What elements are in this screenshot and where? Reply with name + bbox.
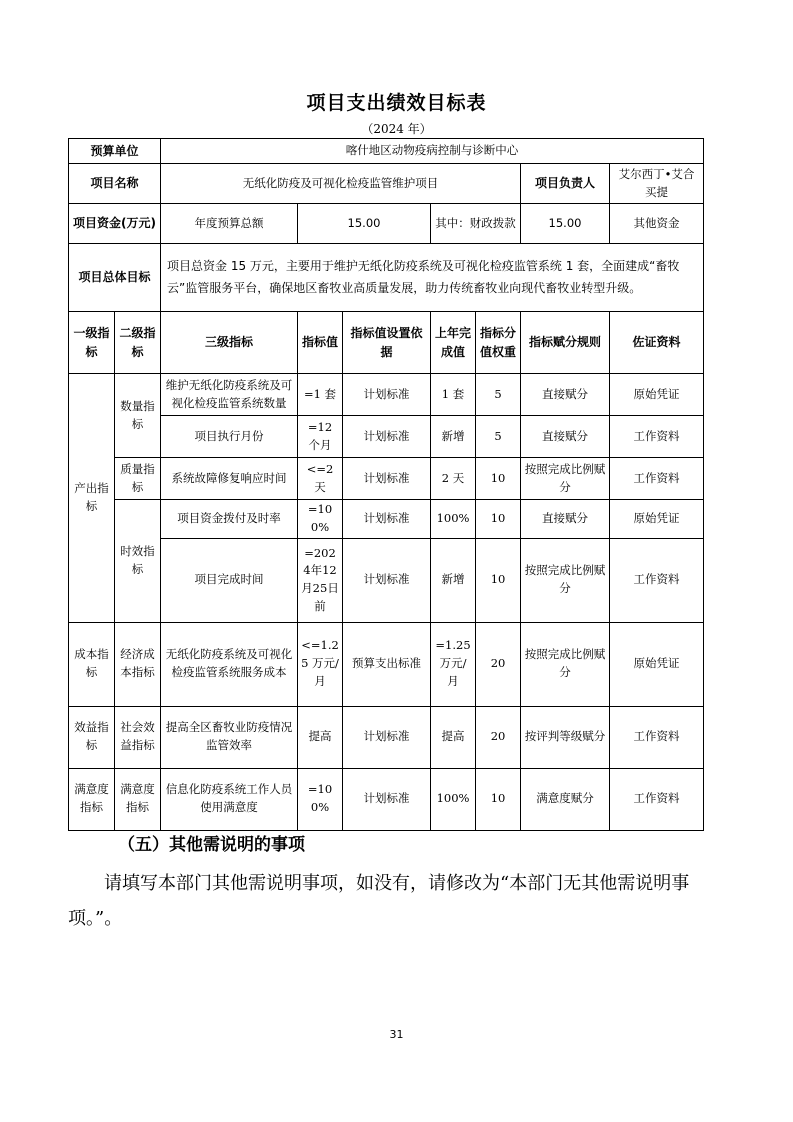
project-name-value: 无纸化防疫及可视化检疫监管维护项目: [161, 164, 521, 204]
indicator-value: 提高: [298, 706, 343, 768]
table-year: （2024 年）: [361, 122, 432, 136]
indicator-name: 信息化防疫系统工作人员使用满意度: [161, 768, 298, 830]
indicator-value: =100%: [298, 768, 343, 830]
indicator-evidence: 原始凭证: [610, 500, 704, 539]
indicator-prev: 新增: [431, 538, 476, 622]
col-header: 指标赋分规则: [521, 312, 610, 374]
funds-label: 项目资金(万元): [69, 204, 161, 244]
indicator-rule: 按照完成比例赋分: [521, 538, 610, 622]
level1-satisfaction: 满意度指标: [69, 768, 115, 830]
indicator-name: 系统故障修复响应时间: [161, 458, 298, 500]
indicator-name: 维护无纸化防疫系统及可视化检疫监管系统数量: [161, 374, 298, 416]
indicator-rule: 直接赋分: [521, 500, 610, 539]
indicator-rule: 满意度赋分: [521, 768, 610, 830]
indicator-name: 项目资金拨付及时率: [161, 500, 298, 539]
section-heading: （五）其他需说明的事项: [118, 835, 305, 855]
indicator-evidence: 工作资料: [610, 416, 704, 458]
indicator-evidence: 工作资料: [610, 538, 704, 622]
indicator-prev: 100%: [431, 500, 476, 539]
indicator-prev: =1.25 万元/月: [431, 622, 476, 706]
level1-output: 产出指标: [69, 374, 115, 623]
col-header: 佐证资料: [610, 312, 704, 374]
overall-goal-label: 项目总体目标: [69, 244, 161, 312]
project-leader-value: 艾尔西丁•艾合买提: [610, 164, 704, 204]
indicator-prev: 1 套: [431, 374, 476, 416]
indicator-weight: 10: [476, 768, 521, 830]
indicator-prev: 2 天: [431, 458, 476, 500]
indicator-name: 项目执行月份: [161, 416, 298, 458]
table-row: [69, 500, 704, 539]
table-row: [69, 374, 704, 416]
indicator-evidence: 原始凭证: [610, 622, 704, 706]
level1-cost: 成本指标: [69, 622, 115, 706]
indicator-basis: 计划标准: [343, 706, 431, 768]
indicator-rule: 直接赋分: [521, 416, 610, 458]
indicator-rule: 按照完成比例赋分: [521, 458, 610, 500]
project-leader-label: 项目负责人: [521, 164, 610, 204]
table-row: [69, 706, 704, 768]
indicator-evidence: 原始凭证: [610, 374, 704, 416]
table-row: [69, 538, 704, 622]
level2-economic-cost: 经济成本指标: [115, 622, 161, 706]
performance-table: [68, 138, 704, 831]
indicator-weight: 10: [476, 538, 521, 622]
level2-quantity: 数量指标: [115, 374, 161, 458]
indicator-value: <=1.25 万元/月: [298, 622, 343, 706]
annual-budget-value: 15.00: [298, 204, 431, 244]
col-header: 三级指标: [161, 312, 298, 374]
indicator-name: 项目完成时间: [161, 538, 298, 622]
indicator-rule: 直接赋分: [521, 374, 610, 416]
fiscal-label: 其中：财政拨款: [431, 204, 521, 244]
indicator-basis: 计划标准: [343, 374, 431, 416]
section-paragraph: 请填写本部门其他需说明事项，如没有，请修改为“本部门无其他需说明事项。”。: [68, 873, 690, 930]
indicator-basis: 计划标准: [343, 500, 431, 539]
level2-timeliness: 时效指标: [115, 500, 161, 623]
indicator-evidence: 工作资料: [610, 458, 704, 500]
indicator-rule: 按评判等级赋分: [521, 706, 610, 768]
indicator-name: 提高全区畜牧业防疫情况监管效率: [161, 706, 298, 768]
indicator-weight: 20: [476, 706, 521, 768]
indicator-value: <=2 天: [298, 458, 343, 500]
col-header: 指标值设置依据: [343, 312, 431, 374]
page-number: 31: [389, 1028, 404, 1041]
indicator-weight: 5: [476, 374, 521, 416]
budget-unit-value: 喀什地区动物疫病控制与诊断中心: [161, 139, 704, 164]
table-row: [69, 622, 704, 706]
indicator-weight: 10: [476, 458, 521, 500]
table-row: [69, 768, 704, 830]
indicator-value: =12 个月: [298, 416, 343, 458]
level2-quality: 质量指标: [115, 458, 161, 500]
page-title: 项目支出绩效目标表: [306, 92, 487, 114]
indicator-weight: 20: [476, 622, 521, 706]
table-row: [69, 416, 704, 458]
budget-unit-label: 预算单位: [69, 139, 161, 164]
overall-goal-text: 项目总资金 15 万元，主要用于维护无纸化防疫系统及可视化检疫监管系统 1 套，全面建成“畜牧云”监管服务平台，确保地区畜牧业高质量发展，助力传统畜牧业向现代畜牧业转型升级。: [161, 244, 704, 312]
level2-satisfaction: 满意度指标: [115, 768, 161, 830]
indicator-basis: 预算支出标准: [343, 622, 431, 706]
project-name-label: 项目名称: [69, 164, 161, 204]
level1-benefit: 效益指标: [69, 706, 115, 768]
indicator-basis: 计划标准: [343, 538, 431, 622]
fiscal-value: 15.00: [521, 204, 610, 244]
indicator-weight: 5: [476, 416, 521, 458]
indicator-weight: 10: [476, 500, 521, 539]
indicator-prev: 新增: [431, 416, 476, 458]
indicator-prev: 提高: [431, 706, 476, 768]
indicator-value: =2024年12月25日前: [298, 538, 343, 622]
indicator-name: 无纸化防疫系统及可视化检疫监管系统服务成本: [161, 622, 298, 706]
col-header: 二级指标: [115, 312, 161, 374]
indicator-evidence: 工作资料: [610, 768, 704, 830]
level2-social-benefit: 社会效益指标: [115, 706, 161, 768]
indicator-rule: 按照完成比例赋分: [521, 622, 610, 706]
annual-budget-label: 年度预算总额: [161, 204, 298, 244]
indicator-basis: 计划标准: [343, 458, 431, 500]
col-header: 一级指标: [69, 312, 115, 374]
indicator-basis: 计划标准: [343, 768, 431, 830]
col-header: 上年完成值: [431, 312, 476, 374]
indicator-prev: 100%: [431, 768, 476, 830]
table-row: [69, 458, 704, 500]
indicator-value: =1 套: [298, 374, 343, 416]
indicator-basis: 计划标准: [343, 416, 431, 458]
col-header: 指标分值权重: [476, 312, 521, 374]
other-funds-label: 其他资金: [610, 204, 704, 244]
indicator-evidence: 工作资料: [610, 706, 704, 768]
indicator-value: =100%: [298, 500, 343, 539]
col-header: 指标值: [298, 312, 343, 374]
